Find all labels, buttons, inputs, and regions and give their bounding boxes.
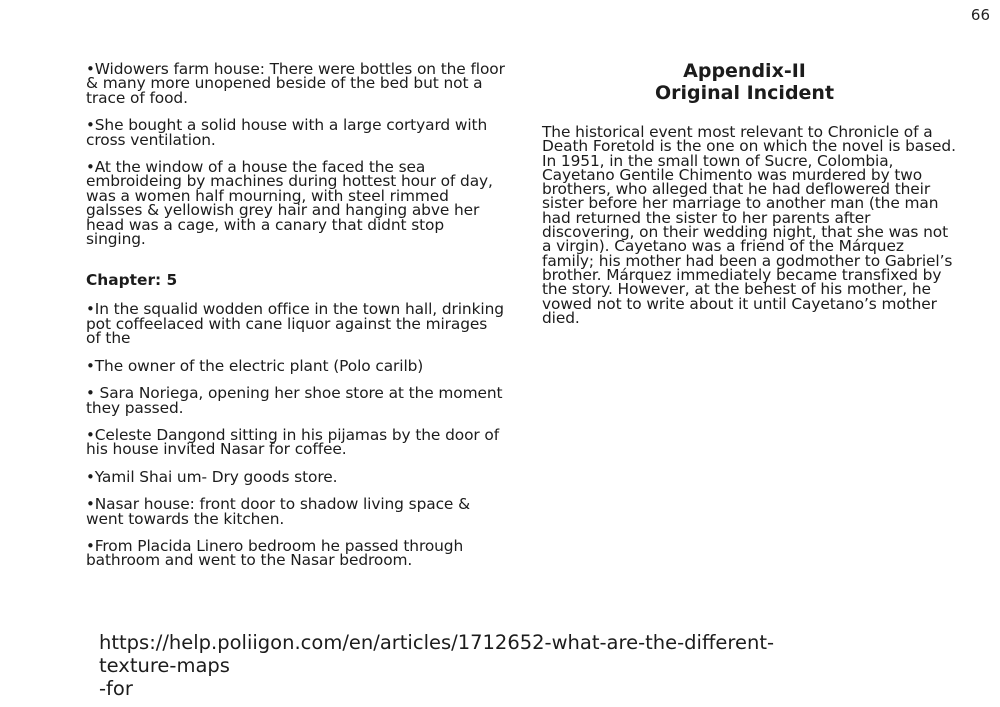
reference-url-line: -for — [99, 677, 133, 700]
bullet-icon: • — [86, 495, 95, 514]
list-item — [86, 300, 506, 348]
list-item — [86, 158, 506, 249]
bullet-icon: • — [86, 467, 95, 486]
list-item-text: The owner of the electric plant (Polo carilb) — [94, 356, 424, 375]
list-item-text: From Placida Linero bedroom he passed through bathroom and went to the Nasar bedroom. — [86, 536, 464, 570]
bullet-icon: • — [86, 158, 95, 177]
list-item-text: Celeste Dangond sitting in his pijamas by the door of his house invited Nasar for coffee. — [86, 425, 500, 459]
list-item-text: At the window of a house the faced the sea embroideing by machines during hottest hour of day, was a women half mourning, with steel rimmed galsses & yellowish grey hair and hanging abve her head was a cage, with a canary that didnt stop singing. — [86, 158, 493, 249]
reference-url — [99, 631, 839, 700]
list-item-text: Yamil Shai um- Dry goods store. — [94, 467, 338, 486]
list-item — [86, 536, 506, 570]
bullet-icon: • — [86, 536, 95, 555]
appendix-subtitle: Original Incident — [654, 82, 835, 104]
bullet-icon: • — [86, 384, 95, 403]
list-item-text: Sara Noriega, opening her shoe store at the moment they passed. — [86, 384, 508, 417]
list-item — [86, 386, 506, 415]
list-item-text: Nasar house: front door to shadow living space & went towards the kitchen. — [86, 495, 470, 528]
bullet-icon: • — [86, 356, 95, 375]
notes-column — [86, 62, 506, 581]
list-item-text: In the squalid wodden office in the town hall, drinking pot coffeelaced with cane liquor against the mirages of the — [86, 300, 504, 348]
reference-url-line: https://help.poliigon.com/en/articles/1712652-what-are-the-different-texture-maps — [99, 631, 774, 677]
list-item-text: Widowers farm house: There were bottles on the floor & many more unopened beside of the bed but not a trace of food. — [86, 60, 505, 107]
page-number: 66 — [970, 6, 990, 24]
appendix-paragraph: The historical event most relevant to Chronicle of a Death Foretold is the one on which the novel is based. In 1951, in the small town of Sucre, Colombia, Cayetano Gentile Chimento was murdered by two brothers, who alleged that he had deflowered their sister before her marriage to another man (the man had returned the sister to her parents after discovering, on their wedding night, that she was not a virgin). Cayetano was a friend of the Márquez family; his mother had been a godmother to Gabriel’s brother. Márquez immediately became transfixed by the story. However, at the behest of his mother, he vowed not to write about it until Cayetano’s mother died. — [542, 123, 956, 327]
bullet-icon: • — [86, 60, 95, 78]
list-item — [86, 356, 506, 375]
list-item — [86, 62, 506, 105]
bullet-icon: • — [86, 425, 95, 444]
list-item-text: She bought a solid house with a large cortyard with cross ventilation. — [86, 116, 488, 149]
list-item — [86, 118, 506, 147]
appendix-title: Appendix-II — [683, 60, 806, 82]
chapter-heading: Chapter: 5 — [86, 271, 178, 290]
bullet-icon: • — [86, 116, 95, 135]
list-item — [86, 467, 506, 486]
list-item — [86, 497, 506, 526]
bullet-icon: • — [86, 300, 95, 319]
appendix-column — [542, 60, 957, 325]
list-item — [86, 425, 506, 459]
